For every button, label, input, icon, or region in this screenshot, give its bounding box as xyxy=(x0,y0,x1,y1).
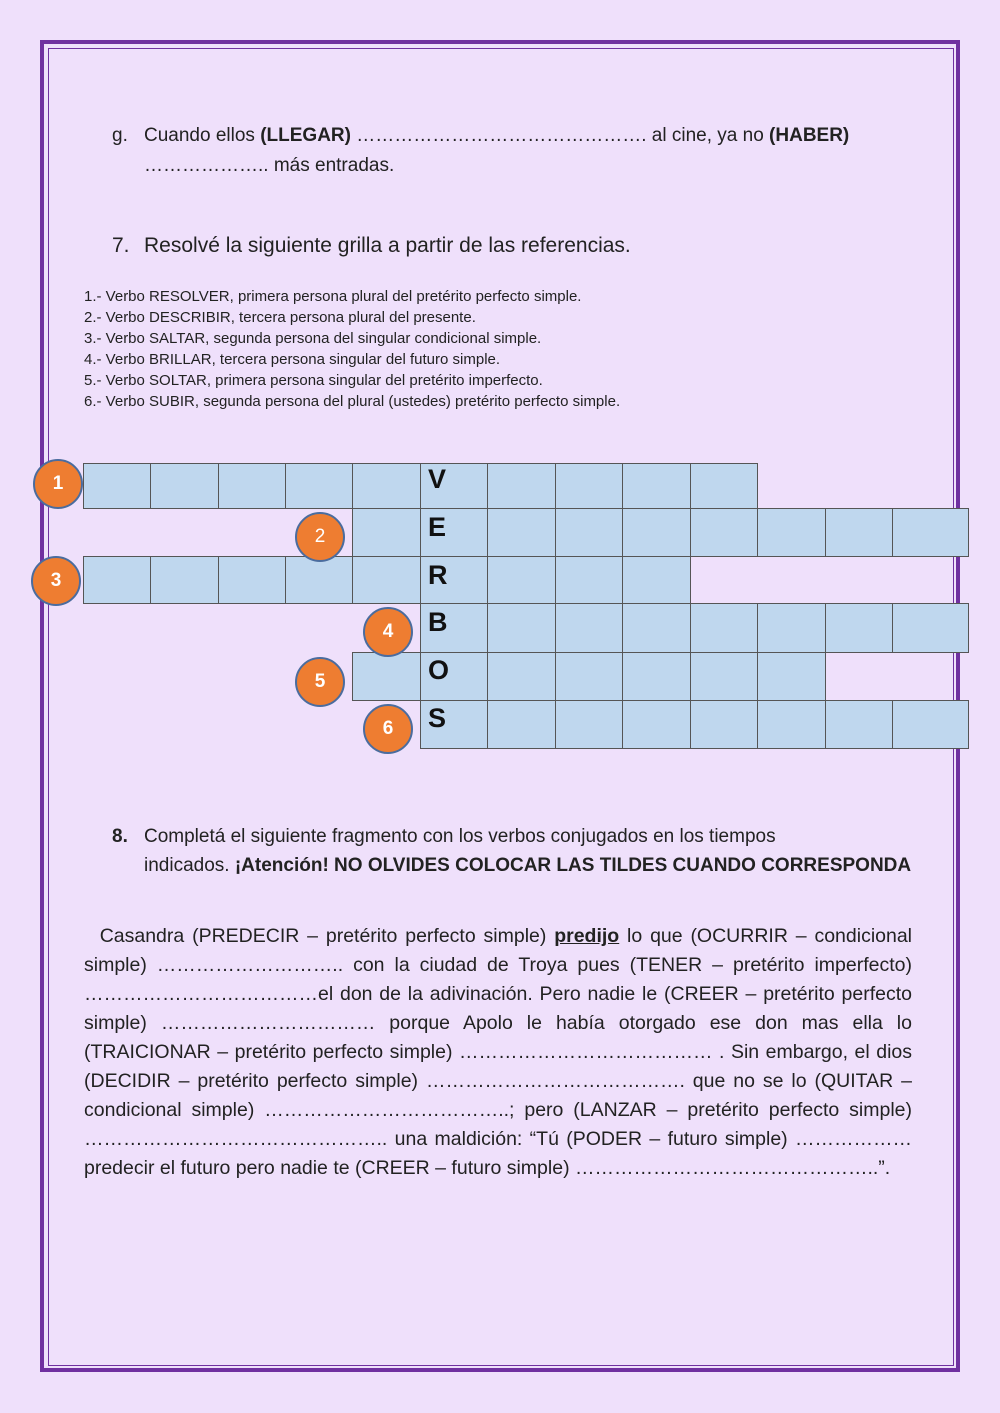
key-letter: O xyxy=(428,655,450,685)
crossword-cell[interactable] xyxy=(690,603,758,653)
exercise-paragraph xyxy=(84,922,912,1183)
key-letter: S xyxy=(428,703,447,733)
item-g-text xyxy=(144,125,849,147)
crossword-cell[interactable] xyxy=(150,463,219,509)
reference-item: 3.- Verbo SALTAR, segunda persona del singular condicional simple. xyxy=(84,330,542,347)
reference-item: 5.- Verbo SOLTAR, primera persona singular del pretérito imperfecto. xyxy=(84,372,543,389)
item-g-line1 xyxy=(112,125,128,147)
section7-title: Resolvé la siguiente grilla a partir de las referencias. xyxy=(144,234,631,257)
crossword-cell[interactable] xyxy=(218,556,286,604)
item-g-line2: ……………….. más entradas. xyxy=(144,155,395,176)
crossword-cell[interactable] xyxy=(892,700,969,749)
crossword-cell[interactable] xyxy=(487,508,556,557)
crossword-cell[interactable] xyxy=(352,652,421,701)
key-letter: V xyxy=(428,464,447,494)
crossword-cell[interactable] xyxy=(690,508,758,557)
crossword-cell[interactable] xyxy=(487,463,556,509)
crossword-cell[interactable] xyxy=(285,463,353,509)
crossword-cell[interactable] xyxy=(892,603,969,653)
crossword-cell[interactable] xyxy=(892,508,969,557)
key-letter: B xyxy=(428,607,448,637)
crossword-cell[interactable] xyxy=(825,603,893,653)
crossword-cell[interactable] xyxy=(825,508,893,557)
key-letter: E xyxy=(428,512,447,542)
crossword-cell[interactable] xyxy=(218,463,286,509)
crossword-cell[interactable] xyxy=(622,700,691,749)
crossword-cell[interactable] xyxy=(757,603,826,653)
crossword-cell[interactable] xyxy=(83,556,151,604)
reference-item: 1.- Verbo RESOLVER, primera persona plural del pretérito perfecto simple. xyxy=(84,288,582,305)
crossword-cell[interactable] xyxy=(487,700,556,749)
item-g-verb2: (HABER) xyxy=(769,125,850,146)
item-g-verb1: (LLEGAR) xyxy=(260,125,351,146)
crossword-cell[interactable] xyxy=(487,652,556,701)
clue-number-badge: 3 xyxy=(31,556,81,606)
paragraph-rest: lo que (OCURRIR – condicional simple) ……………………….. con la ciudad de Troya pues (TENER – pretérito imperfecto) ………………………………el don de la adivinación. Pero nadie le (CREER – pretérito perfecto simple) …………………………… porque Apolo le había otorgado ese don mas ella lo (TRAICIONAR – pretérito perfecto simple) ………………………………… . Sin embargo, el dios (DECIDIR – pretérito perfecto simple) …………………………………. que no se lo (QUITAR – condicional simple) ………………………………..; pero (LANZAR – pretérito perfecto simple) ……………………………………….. una maldición: “Tú (PODER – futuro simple) ……………… predecir el futuro pero nadie te (CREER – futuro simple) ………………………………………..”. xyxy=(84,925,913,1179)
crossword-cell[interactable] xyxy=(352,556,421,604)
section8-line2-a: indicados. xyxy=(144,855,235,876)
crossword-cell[interactable] xyxy=(757,700,826,749)
crossword-cell[interactable] xyxy=(757,508,826,557)
clue-number-badge: 2 xyxy=(295,512,345,562)
crossword-cell[interactable] xyxy=(487,556,556,604)
crossword-cell[interactable] xyxy=(555,463,623,509)
crossword-cell[interactable] xyxy=(690,652,758,701)
item-g-text-a: Cuando ellos xyxy=(144,125,261,146)
crossword-cell[interactable] xyxy=(352,508,421,557)
crossword-cell[interactable] xyxy=(622,652,691,701)
crossword-cell[interactable] xyxy=(487,603,556,653)
key-letter: R xyxy=(428,560,448,590)
clue-number-badge: 1 xyxy=(33,459,83,509)
section8-warning: ¡Atención! NO OLVIDES COLOCAR LAS TILDES CUANDO CORRESPONDA xyxy=(234,855,912,876)
section8-line1: Completá el siguiente fragmento con los verbos conjugados en los tiempos xyxy=(144,826,776,847)
crossword-cell[interactable] xyxy=(555,603,623,653)
clue-number-badge: 6 xyxy=(363,704,413,754)
crossword-cell[interactable] xyxy=(352,463,421,509)
reference-item: 4.- Verbo BRILLAR, tercera persona singular del futuro simple. xyxy=(84,351,501,368)
clue-number-badge: 5 xyxy=(295,657,345,707)
crossword-cell[interactable] xyxy=(555,556,623,604)
paragraph-start: Casandra (PREDECIR – pretérito perfecto simple) xyxy=(99,925,555,947)
crossword-cell[interactable] xyxy=(555,508,623,557)
crossword-cell[interactable] xyxy=(690,700,758,749)
crossword-cell[interactable] xyxy=(622,603,691,653)
section7-number: 7. xyxy=(112,234,130,257)
crossword-cell[interactable] xyxy=(622,463,691,509)
crossword-cell[interactable] xyxy=(825,700,893,749)
crossword-cell[interactable] xyxy=(150,556,219,604)
crossword-cell[interactable] xyxy=(622,556,691,604)
crossword-cell[interactable] xyxy=(690,463,758,509)
section8-line2 xyxy=(144,855,911,877)
crossword-cell[interactable] xyxy=(757,652,826,701)
clue-number-badge: 4 xyxy=(363,607,413,657)
crossword-cell[interactable] xyxy=(555,652,623,701)
item-g-letter: g. xyxy=(112,125,128,146)
crossword-cell[interactable] xyxy=(555,700,623,749)
crossword-cell[interactable] xyxy=(83,463,151,509)
reference-item: 2.- Verbo DESCRIBIR, tercera persona plural del presente. xyxy=(84,309,476,326)
references-list xyxy=(84,286,620,412)
crossword-cell[interactable] xyxy=(622,508,691,557)
section8-number: 8. xyxy=(112,826,128,847)
item-g-text-b: ………………………………………. al cine, ya no xyxy=(350,125,770,146)
reference-item: 6.- Verbo SUBIR, segunda persona del plural (ustedes) pretérito perfecto simple. xyxy=(84,393,621,410)
crossword-cell[interactable] xyxy=(285,556,353,604)
example-answer: predijo xyxy=(554,925,620,947)
